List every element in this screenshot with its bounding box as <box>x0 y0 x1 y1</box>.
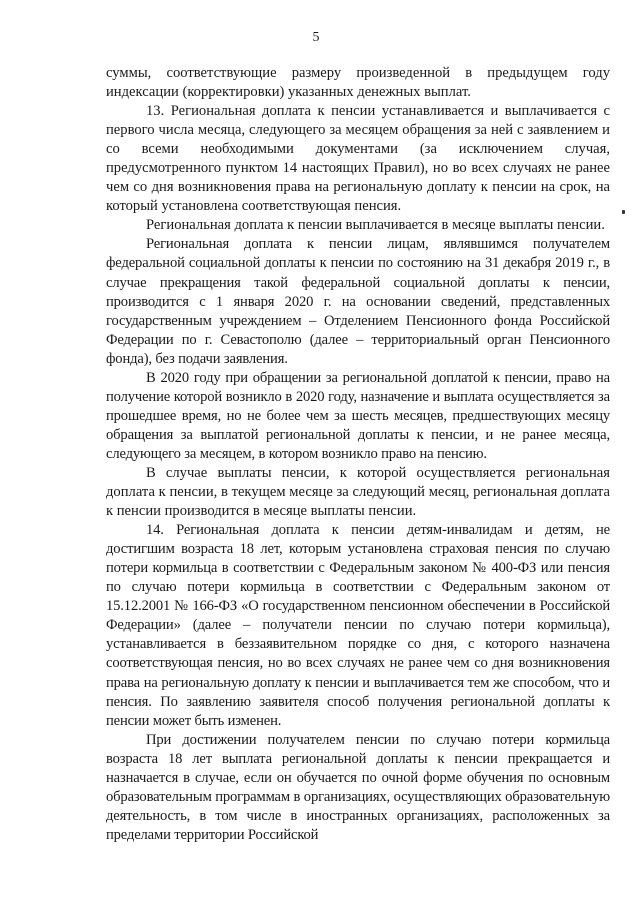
paragraph-federal-supplement-recipients: Региональная доплата к пенсии лицам, являвшимся получателем федеральной социальной доплаты к пенсии по состоянию на 31 декабря 2019 г., в случае прекращения такой федеральной социальной доплаты к пенсии, производится с 1 января 2020 г. на основании сведений, представленных государственным учреждением – Отделением Пенсионного фонда Российской Федерации по г. Севастополю (далее – территориальный орган Пенсионного фонда), без подачи заявления. <box>106 236 610 367</box>
paragraph-2020-application: В 2020 году при обращении за региональной доплатой к пенсии, право на получение которой возникло в 2020 году, назначение и выплата осуществляется за прошедшее время, но не более чем за шесть месяцев, предшествующих месяцу обращения за выплатой региональной доплаты к пенсии, и не ранее месяца, следующего за месяцем, в котором возникло право на пенсию. <box>106 369 610 462</box>
scan-speck <box>622 210 625 214</box>
paragraph-clause-14: 14. Региональная доплата к пенсии детям-инвалидам и детям, не достигшим возраста 18 лет, которым установлена страховая пенсия по случаю потери кормильца в соответствии с Федеральным законом № 400-ФЗ или пенсия по случаю потери кормильца в соответствии с Федеральным законом от 15.12.2001 № 166-ФЗ «О государственном пенсионном обеспечении в Российской Федерации» (далее – получатели пенсии по случаю потери кормильца), устанавливается в беззаявительном порядке со дня, с которого назначена соответствующая пенсия, но во всех случаях не ранее чем со дня возникновения права на региональную доплату к пенсии и выплачивается тем же способом, что и пенсия. По заявлению заявителя способ получения региональной доплаты к пенсии может быть изменен. <box>106 522 610 729</box>
page-number: 5 <box>312 30 320 45</box>
paragraph-advance-payment: В случае выплаты пенсии, к которой осуществляется региональная доплата к пенсии, в текущем месяце за следующий месяц, региональная доплата к пенсии производится в месяце выплаты пенсии. <box>106 464 610 520</box>
paragraph-payment-month: Региональная доплата к пенсии выплачивается в месяце выплаты пенсии. <box>146 217 605 234</box>
paragraph-continuation: суммы, соответствующие размеру произведенной в предыдущем году индексации (корректировки) указанных денежных выплат. <box>106 65 610 101</box>
document-body <box>106 64 610 845</box>
paragraph-age-18: При достижении получателем пенсии по случаю потери кормильца возраста 18 лет выплата региональной доплаты к пенсии прекращается и назначается в случае, если он обучается по очной форме обучения по основным образовательным программам в организациях, осуществляющих образовательную деятельность, в том числе в иностранных организациях, расположенных за пределами территории Российской <box>106 731 610 843</box>
paragraph-clause-13: 13. Региональная доплата к пенсии устанавливается и выплачивается с первого числа месяца, следующего за месяцем обращения за ней с заявлением и со всеми необходимыми документами (за исключением случая, предусмотренного пунктом 14 настоящих Правил), но во всех случаях не ранее чем со дня возникновения права на региональную доплату к пенсии на срок, на который установлена соответствующая пенсия. <box>106 103 610 215</box>
